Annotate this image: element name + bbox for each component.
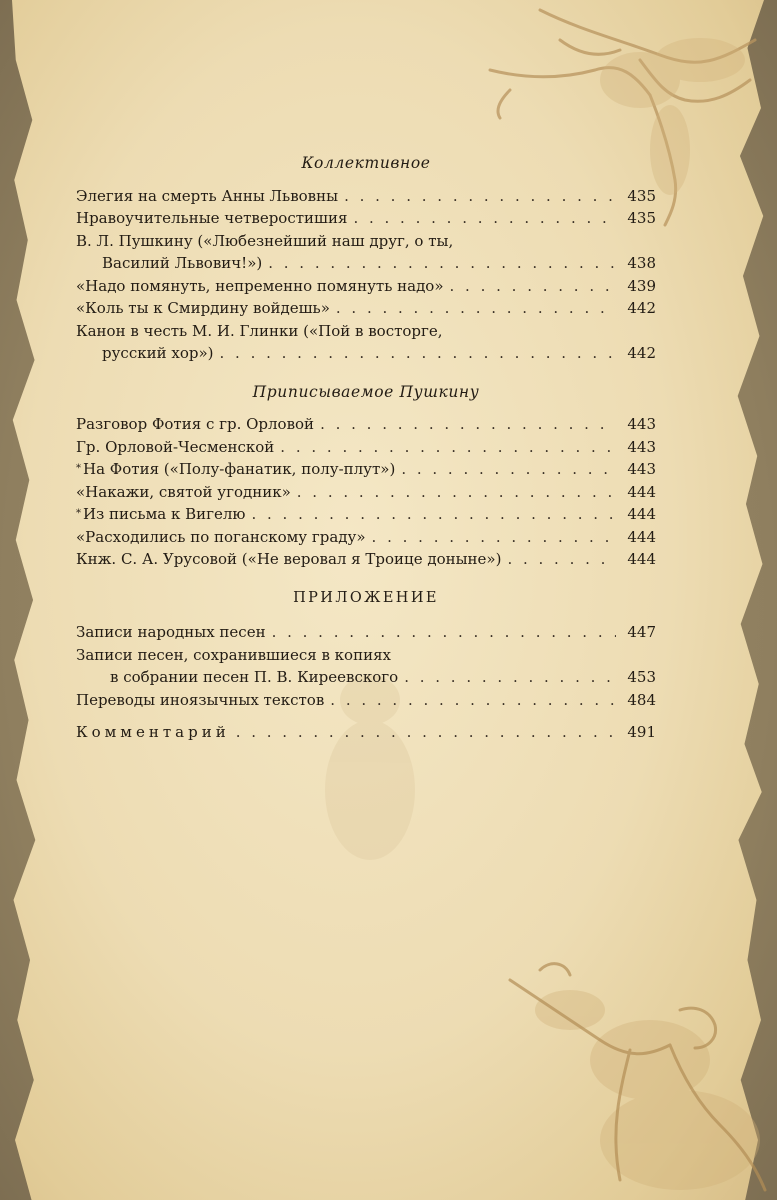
- dot-leader: [401, 458, 616, 481]
- toc-entry[interactable]: [76, 621, 656, 644]
- dot-leader: [330, 689, 616, 712]
- entry-title: «Коль ты к Смирдину войдешь»: [76, 299, 330, 317]
- entry-title: Комментарий: [76, 723, 230, 741]
- table-of-contents: [76, 152, 656, 744]
- toc-entry[interactable]: [76, 458, 656, 481]
- page-number: 453: [627, 668, 656, 686]
- page-number: 438: [627, 254, 656, 272]
- dot-leader: [236, 721, 616, 744]
- dot-leader: [336, 297, 616, 320]
- dot-leader: [507, 548, 616, 571]
- toc-entry[interactable]: [76, 230, 656, 275]
- entry-title: Нравоучительные четверостишия: [76, 209, 348, 227]
- dot-leader: [280, 436, 616, 459]
- entry-title-continuation: русский хор»): [102, 344, 214, 362]
- page-number: 443: [627, 437, 656, 456]
- toc-entry[interactable]: [76, 548, 656, 571]
- entry-title: Элегия на смерть Анны Львовны: [76, 186, 339, 205]
- toc-entry[interactable]: [76, 297, 656, 320]
- toc-entry[interactable]: [76, 481, 656, 504]
- dot-leader: [353, 207, 616, 230]
- page-number: 491: [627, 723, 656, 741]
- entry-title-line: Записи песен, сохранившиеся в копиях: [76, 645, 391, 664]
- dot-leader: [372, 526, 616, 549]
- page-number: 435: [627, 186, 656, 205]
- page-number: 442: [627, 344, 656, 362]
- toc-entry[interactable]: [76, 185, 656, 208]
- dot-leader: [344, 185, 616, 208]
- toc-entry[interactable]: [76, 207, 656, 230]
- toc-entry[interactable]: [76, 644, 656, 689]
- entry-title: [76, 458, 395, 481]
- toc-entry[interactable]: [76, 503, 656, 526]
- dot-leader: [404, 666, 616, 689]
- asterisk-mark: *: [76, 463, 81, 474]
- page-number: 443: [627, 415, 656, 433]
- entry-title-text: Из письма к Вигелю: [83, 505, 246, 523]
- page-number: 444: [627, 550, 656, 568]
- toc-entry[interactable]: [76, 689, 656, 712]
- entry-title: Гр. Орловой-Чесменской: [76, 437, 275, 456]
- entry-title: Записи народных песен: [76, 623, 266, 641]
- page-number: 435: [627, 209, 656, 227]
- entry-title: [76, 503, 245, 526]
- entry-title: Кнж. С. А. Урусовой («Не веровал я Троице доныне»): [76, 550, 502, 568]
- page-number: 444: [627, 482, 656, 501]
- page-number: 443: [627, 460, 656, 478]
- dot-leader: [320, 413, 616, 436]
- entry-title-line: Канон в честь М. И. Глинки («Пой в восторге,: [76, 321, 443, 340]
- toc-entry[interactable]: [76, 413, 656, 436]
- entry-title-line: В. Л. Пушкину («Любезнейший наш друг, о ты,: [76, 231, 454, 250]
- dot-leader: [220, 342, 617, 365]
- toc-entry-commentary[interactable]: [76, 721, 656, 744]
- entry-title: Разговор Фотия с гр. Орловой: [76, 415, 315, 433]
- entry-title-text: На Фотия («Полу-фанатик, полу-плут»): [83, 460, 396, 478]
- page-number: 444: [627, 505, 656, 523]
- dot-leader: [297, 481, 616, 504]
- entry-title: «Расходились по поганскому граду»: [76, 527, 366, 546]
- section-heading-attributed: Приписываемое Пушкину: [252, 382, 480, 401]
- page-number: 484: [627, 690, 656, 709]
- dot-leader: [251, 503, 616, 526]
- page-number: 444: [627, 527, 656, 546]
- entry-title: Переводы иноязычных текстов: [76, 690, 325, 709]
- entry-title-continuation: Василий Львович!»): [102, 254, 263, 272]
- section-heading-appendix: ПРИЛОЖЕНИЕ: [293, 589, 439, 606]
- toc-entry[interactable]: [76, 320, 656, 365]
- dot-leader: [268, 252, 616, 275]
- dot-leader: [450, 275, 616, 298]
- page-number: 439: [627, 276, 656, 295]
- entry-title: «Накажи, святой угодник»: [76, 482, 291, 501]
- section-heading-collective: Коллективное: [301, 154, 431, 172]
- toc-entry[interactable]: [76, 436, 656, 459]
- toc-entry[interactable]: [76, 526, 656, 549]
- entry-title-continuation: в собрании песен П. В. Киреевского: [110, 668, 399, 686]
- dot-leader: [272, 621, 616, 644]
- page-number: 442: [627, 299, 656, 317]
- page-number: 447: [627, 623, 656, 641]
- asterisk-mark: *: [76, 508, 81, 519]
- toc-entry[interactable]: [76, 275, 656, 298]
- entry-title: «Надо помянуть, непременно помянуть надо»: [76, 276, 444, 295]
